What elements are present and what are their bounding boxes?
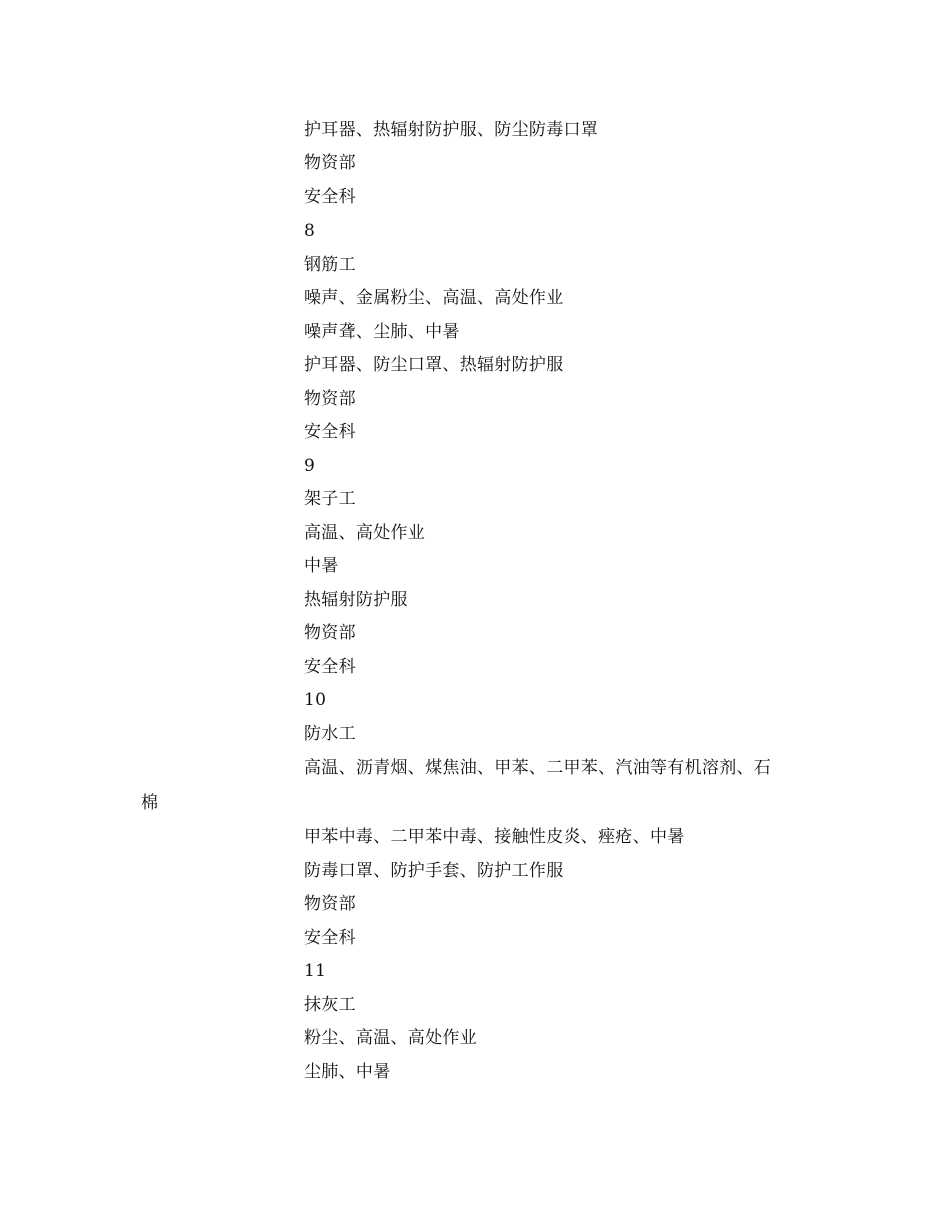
text-line: 安全科: [304, 187, 356, 207]
text-line: 护耳器、防尘口罩、热辐射防护服: [304, 355, 564, 375]
text-line: 护耳器、热辐射防护服、防尘防毒口罩: [304, 120, 599, 140]
wrapped-text-line: 棉: [141, 793, 158, 813]
row-number: 8: [304, 221, 316, 241]
text-line: 中暑: [304, 556, 339, 576]
text-line: 物资部: [304, 894, 356, 914]
text-line: 热辐射防护服: [304, 590, 408, 610]
row-number: 9: [304, 456, 316, 476]
text-line: 抹灰工: [304, 995, 356, 1015]
text-line: 高温、高处作业: [304, 523, 426, 543]
row-number: 11: [304, 961, 327, 981]
text-line: 甲苯中毒、二甲苯中毒、接触性皮炎、痤疮、中暑: [304, 827, 685, 847]
text-line: 尘肺、中暑: [304, 1062, 391, 1082]
text-line: 物资部: [304, 153, 356, 173]
text-line: 噪声聋、尘肺、中暑: [304, 322, 460, 342]
text-line: 噪声、金属粉尘、高温、高处作业: [304, 288, 564, 308]
text-line: 防毒口罩、防护手套、防护工作服: [304, 861, 564, 881]
text-line: 物资部: [304, 389, 356, 409]
row-number: 10: [304, 690, 327, 710]
text-line: 安全科: [304, 657, 356, 677]
text-line: 粉尘、高温、高处作业: [304, 1028, 477, 1048]
text-line: 防水工: [304, 724, 356, 744]
text-line: 安全科: [304, 422, 356, 442]
text-line: 钢筋工: [304, 255, 356, 275]
text-line: 高温、沥青烟、煤焦油、甲苯、二甲苯、汽油等有机溶剂、石: [304, 758, 772, 778]
text-line: 安全科: [304, 928, 356, 948]
text-line: 物资部: [304, 623, 356, 643]
text-line: 架子工: [304, 489, 356, 509]
